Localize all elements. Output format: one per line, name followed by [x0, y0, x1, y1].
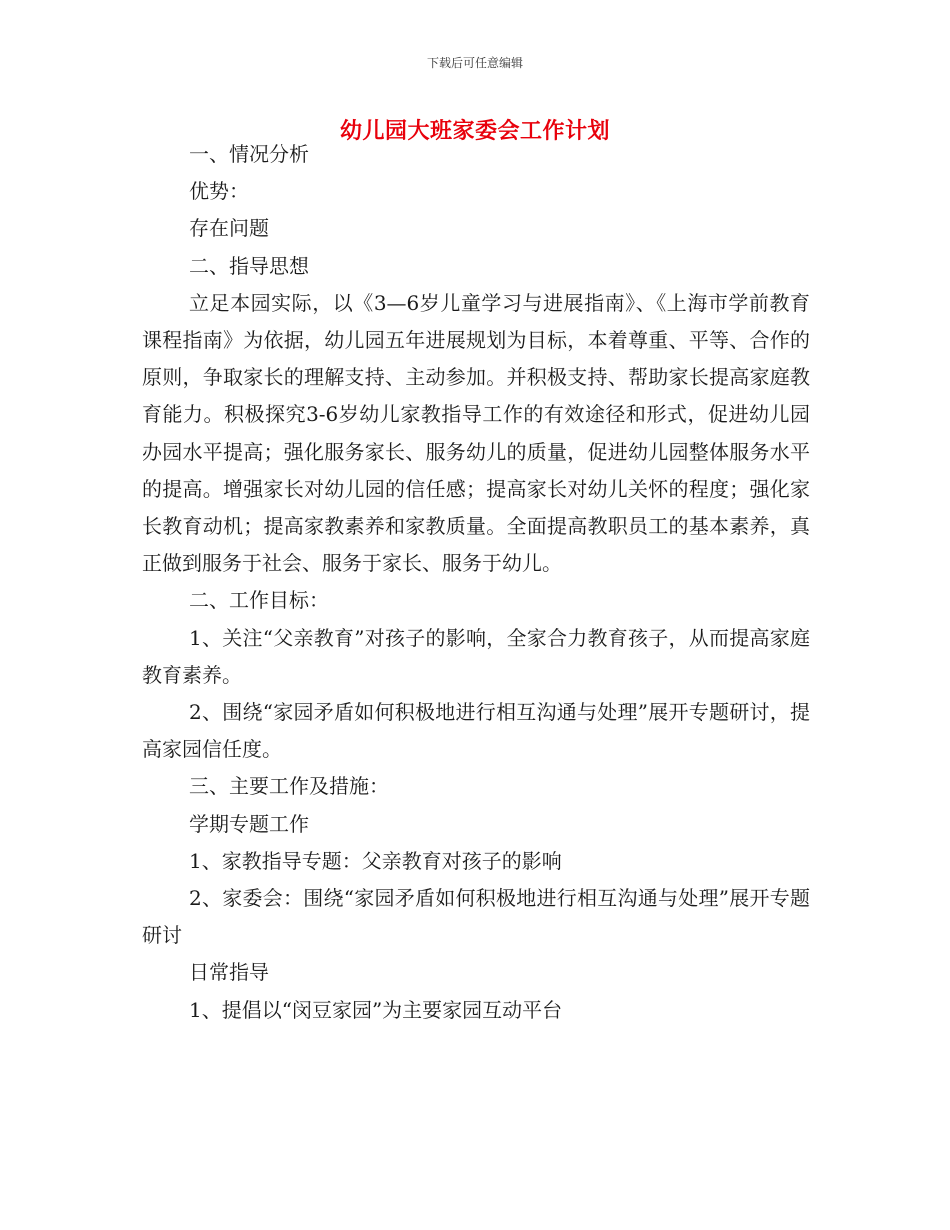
document-body — [142, 136, 810, 1029]
document-title: 幼儿园大班家委会工作计划 — [339, 119, 610, 144]
subheading-daily-guidance: 日常指导 — [189, 960, 269, 985]
subheading-problems: 存在问题 — [189, 216, 269, 241]
goal-item-1: 1、关注“父亲教育”对孩子的影响，全家合力教育孩子，从而提高家庭教育素养。 — [142, 625, 810, 687]
subheading-advantages: 优势： — [189, 179, 249, 204]
daily-item-1: 1、提倡以“闵豆家园”为主要家园互动平台 — [189, 997, 563, 1022]
page-header-note: 下载后可任意编辑 — [426, 56, 523, 70]
topic-item-1: 1、家教指导专题：父亲教育对孩子的影响 — [189, 848, 562, 873]
topic-item-2: 2、家委会：围绕“家园矛盾如何积极地进行相互沟通与处理”展开专题研讨 — [142, 886, 810, 948]
subheading-semester-topics: 学期专题工作 — [189, 811, 309, 836]
paragraph-guiding-ideology: 立足本园实际，以《3—6岁儿童学习与进展指南》、《上海市学前教育课程指南》为依据，幼儿园五年进展规划为目标，本着尊重、平等、合作的原则，争取家长的理解支持、主动参加。并积极支持、帮助家长提高家庭教育能力。积极探究3-6岁幼儿家教指导工作的有效途径和形式，促进幼儿园办园水平提高；强化服务家长、服务幼儿的质量，促进幼儿园整体服务水平的提高。增强家长对幼儿园的信任感；提高家长对幼儿关怀的程度；强化家长教育动机；提高家教素养和家教质量。全面提高教职员工的基本素养，真正做到服务于社会、服务于家长、服务于幼儿。 — [142, 290, 810, 576]
section-heading-main-work: 三、主要工作及措施： — [189, 774, 389, 799]
goal-item-2: 2、围绕“家园矛盾如何积极地进行相互沟通与处理”展开专题研讨，提高家园信任度。 — [142, 700, 810, 762]
section-heading-guiding-ideology: 二、指导思想 — [189, 253, 309, 278]
section-heading-work-goals: 二、工作目标： — [189, 588, 329, 613]
section-heading-situation: 一、情况分析 — [189, 142, 309, 166]
